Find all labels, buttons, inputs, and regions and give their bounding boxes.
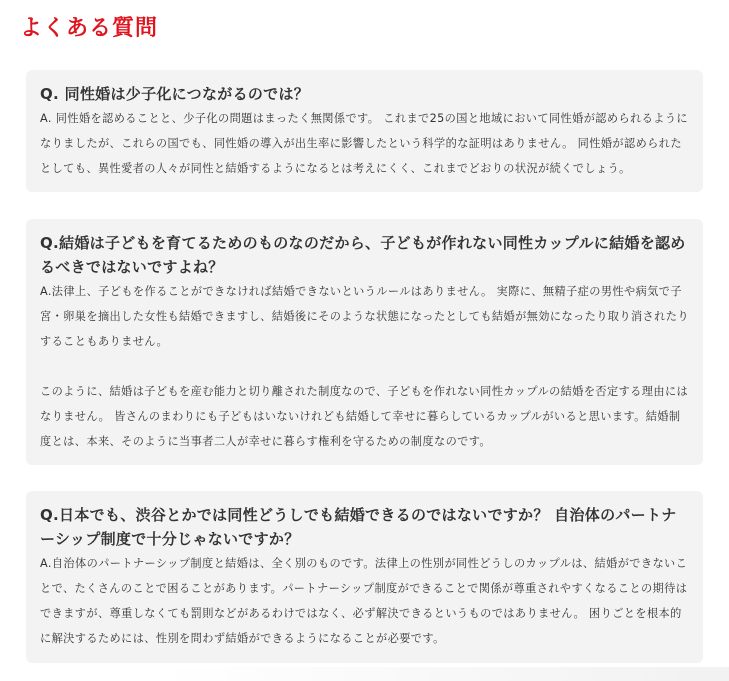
faq-answer: A.自治体のパートナーシップ制度と結婚は、全く別のものです。法律上の性別が同性どうしのカップルは、結婚ができないことで、たくさんのことで困ることがあります。パートナーシップ制度ができることで関係が尊重されやすくなることの期待はできますが、尊重しなくても罰則などがあるわけではなく、必ず解決できるというものではありません。 困りごとを根本的に解決するためには、性別を問わず結婚ができるようになることが必要です。	[40, 557, 688, 645]
faq-item	[26, 491, 703, 663]
faq-question: Q. 同性婚は少子化につながるのでは？	[40, 85, 310, 103]
faq-item	[26, 219, 703, 465]
faq-question: Q.結婚は子どもを育てるためのものなのだから、子どもが作れない同性カップルに結婚を認めるべきではないですよね？	[40, 234, 686, 276]
faq-answer: A.法律上、子どもを作ることができなければ結婚できないというルールはありません。 実際に、無精子症の男性や病気で子宮・卵巣を摘出した女性も結婚できますし、結婚後にそのような状態になったとしても結婚が無効になったり取り消されたりすることもありません。	[40, 285, 689, 348]
faq-item	[26, 70, 703, 192]
faq-answer: このように、結婚は子どもを産む能力と切り離された制度なので、子どもを作れない同性カップルの結婚を否定する理由にはなりません。 皆さんのまわりにも子どもはいないけれども結婚して幸せに暮らしているカップルがいると思います。結婚制度とは、本来、そのように当事者二人が幸せに暮らす権利を守るための制度なのです。	[40, 385, 689, 448]
bottom-shadow	[160, 667, 729, 681]
page-title: よくある質問	[20, 16, 159, 41]
faq-answer: A. 同性婚を認めることと、少子化の問題はまったく無関係です。 これまで25の国と地域において同性婚が認められるようになりましたが、これらの国でも、同性婚の導入が出生率に影響したという科学的な証明はありません。 同性婚が認められたとしても、異性愛者の人々が同性と結婚するようになるとは考えにくく、これまでどおりの状況が続くでしょう。	[40, 112, 689, 175]
faq-question: Q.日本でも、渋谷とかでは同性どうしでも結婚できるのではないですか？ 自治体のパートナーシップ制度で十分じゃないですか？	[40, 506, 677, 548]
